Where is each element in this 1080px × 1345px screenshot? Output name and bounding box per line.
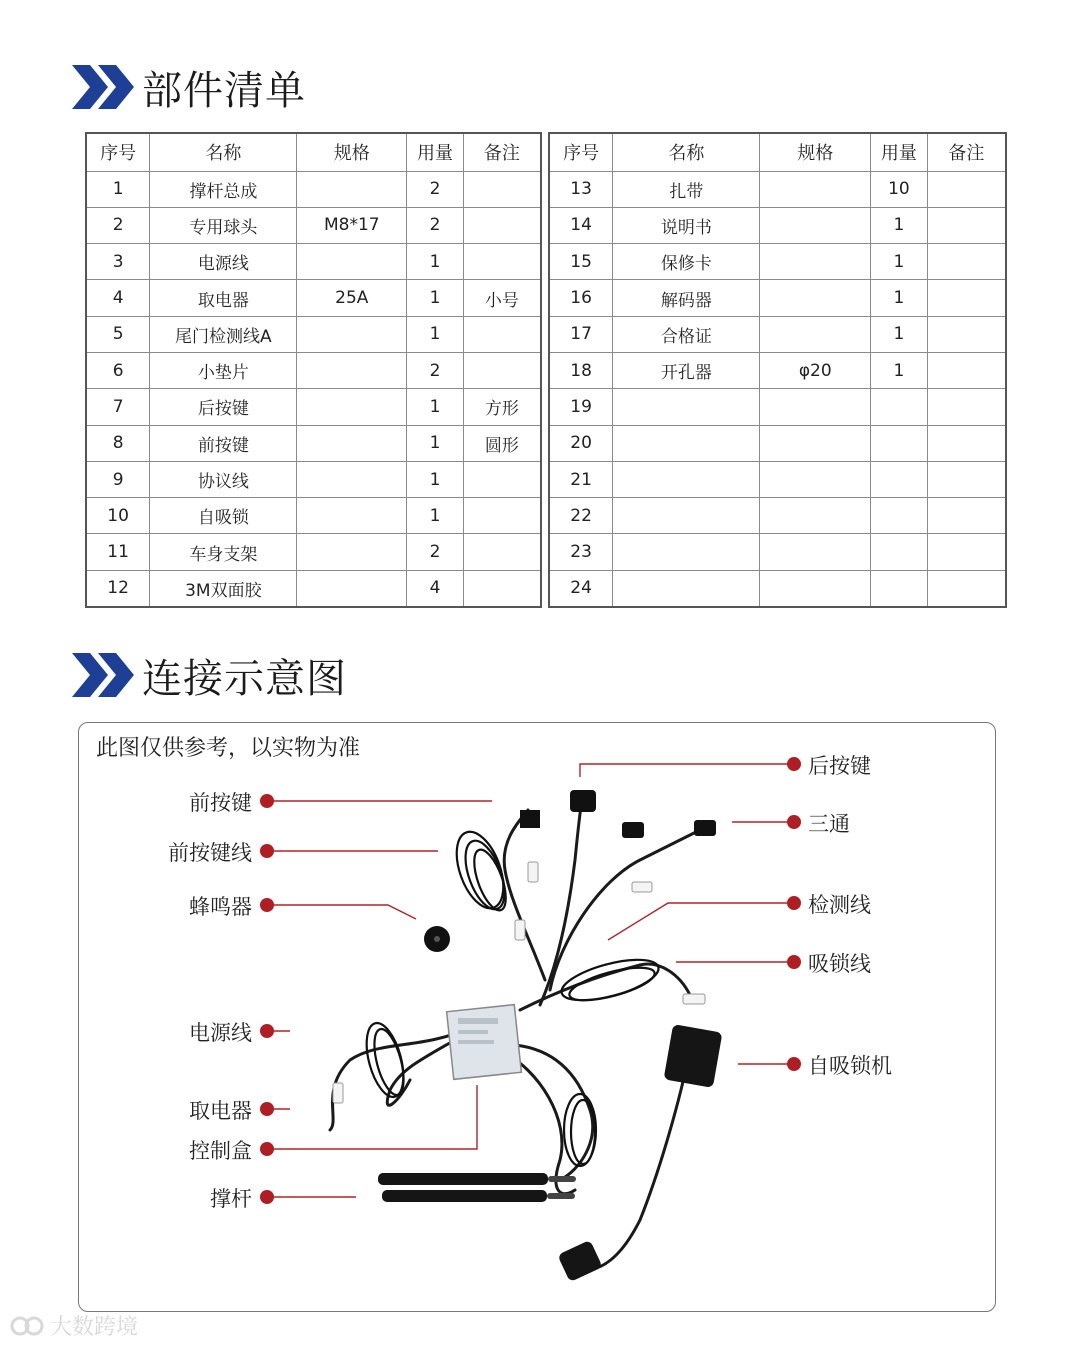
section-title: 连接示意图 [142,655,347,702]
label-control-box: 控制盒 [189,1139,252,1163]
cell-index: 3 [86,244,150,280]
cell-name: 解码器 [613,280,760,316]
cell-qty: 1 [407,425,464,461]
cell-remark: 小号 [463,280,541,316]
cell-name: 取电器 [150,280,297,316]
header-index: 序号 [549,133,613,171]
cell-name: 小垫片 [150,352,297,388]
cell-name: 电源线 [150,244,297,280]
cell-qty: 1 [407,280,464,316]
cell-name: 车身支架 [150,534,297,570]
header-name: 名称 [613,133,760,171]
cell-name: 协议线 [150,461,297,497]
cell-name: 开孔器 [613,352,760,388]
cell-name: 撑杆总成 [150,171,297,207]
cell-index: 22 [549,498,613,534]
cell-name: 扎带 [613,171,760,207]
cell-index: 2 [86,207,150,243]
cell-index: 1 [86,171,150,207]
cell-index: 23 [549,534,613,570]
cell-qty: 1 [407,461,464,497]
header-spec: 规格 [297,133,407,171]
header-spec: 规格 [760,133,871,171]
cell-remark: 方形 [463,389,541,425]
cell-qty: 1 [871,280,928,316]
cell-index: 20 [549,425,613,461]
label-power-tap: 取电器 [189,1099,252,1123]
label-front-button-wire: 前按键线 [168,841,252,865]
cell-index: 8 [86,425,150,461]
cell-qty: 10 [871,171,928,207]
cell-qty: 1 [871,207,928,243]
cell-qty: 2 [407,534,464,570]
gas-strut-illustration [378,1173,576,1202]
cell-name: 自吸锁 [150,498,297,534]
cell-index: 15 [549,244,613,280]
cell-name: 3M双面胶 [150,570,297,606]
cell-name: 合格证 [613,316,760,352]
label-lock-wire: 吸锁线 [808,952,871,976]
cell-qty: 1 [871,352,928,388]
header-remark: 备注 [463,133,541,171]
cell-index: 6 [86,352,150,388]
cell-qty: 1 [407,244,464,280]
cell-index: 19 [549,389,613,425]
label-front-button: 前按键 [189,791,252,815]
cell-index: 11 [86,534,150,570]
label-self-lock: 自吸锁机 [808,1054,892,1078]
header-name: 名称 [150,133,297,171]
cell-index: 13 [549,171,613,207]
watermark-text: 大数跨境 [50,1315,139,1340]
cell-name: 保修卡 [613,244,760,280]
cell-index: 18 [549,352,613,388]
header-remark: 备注 [927,133,1006,171]
cell-name: 说明书 [613,207,760,243]
label-power-wire: 电源线 [189,1021,252,1045]
cell-name: 后按键 [150,389,297,425]
cell-index: 9 [86,461,150,497]
cell-index: 4 [86,280,150,316]
cell-remark: 圆形 [463,425,541,461]
cell-spec: φ20 [760,352,871,388]
header-qty: 用量 [871,133,928,171]
cell-qty: 2 [407,352,464,388]
label-rear-button: 后按键 [808,754,871,778]
cell-name: 专用球头 [150,207,297,243]
cell-qty: 2 [407,207,464,243]
cell-index: 21 [549,461,613,497]
header-index: 序号 [86,133,150,171]
cell-index: 12 [86,570,150,606]
cell-qty: 1 [407,498,464,534]
label-detect-wire: 检测线 [808,893,871,917]
cell-name: 前按键 [150,425,297,461]
cell-name: 尾门检测线A [150,316,297,352]
cell-qty: 1 [407,389,464,425]
section-title: 部件清单 [142,67,306,114]
control-box-illustration [447,1005,522,1080]
cell-index: 7 [86,389,150,425]
cell-qty: 4 [407,570,464,606]
label-buzzer: 蜂鸣器 [189,895,252,919]
cell-index: 10 [86,498,150,534]
reference-note: 此图仅供参考，以实物为准 [96,736,361,761]
cell-qty: 1 [407,316,464,352]
cell-index: 5 [86,316,150,352]
cell-qty: 1 [871,316,928,352]
label-tee: 三通 [808,812,850,836]
cell-qty: 1 [871,244,928,280]
header-qty: 用量 [407,133,464,171]
cell-spec: 25A [297,280,407,316]
cell-spec: M8*17 [297,207,407,243]
cell-index: 16 [549,280,613,316]
cell-qty: 2 [407,171,464,207]
watermark-logo-icon [10,1314,44,1338]
cell-index: 14 [549,207,613,243]
cell-index: 24 [549,570,613,606]
watermark [10,1310,138,1341]
cell-index: 17 [549,316,613,352]
label-strut: 撑杆 [210,1187,252,1211]
